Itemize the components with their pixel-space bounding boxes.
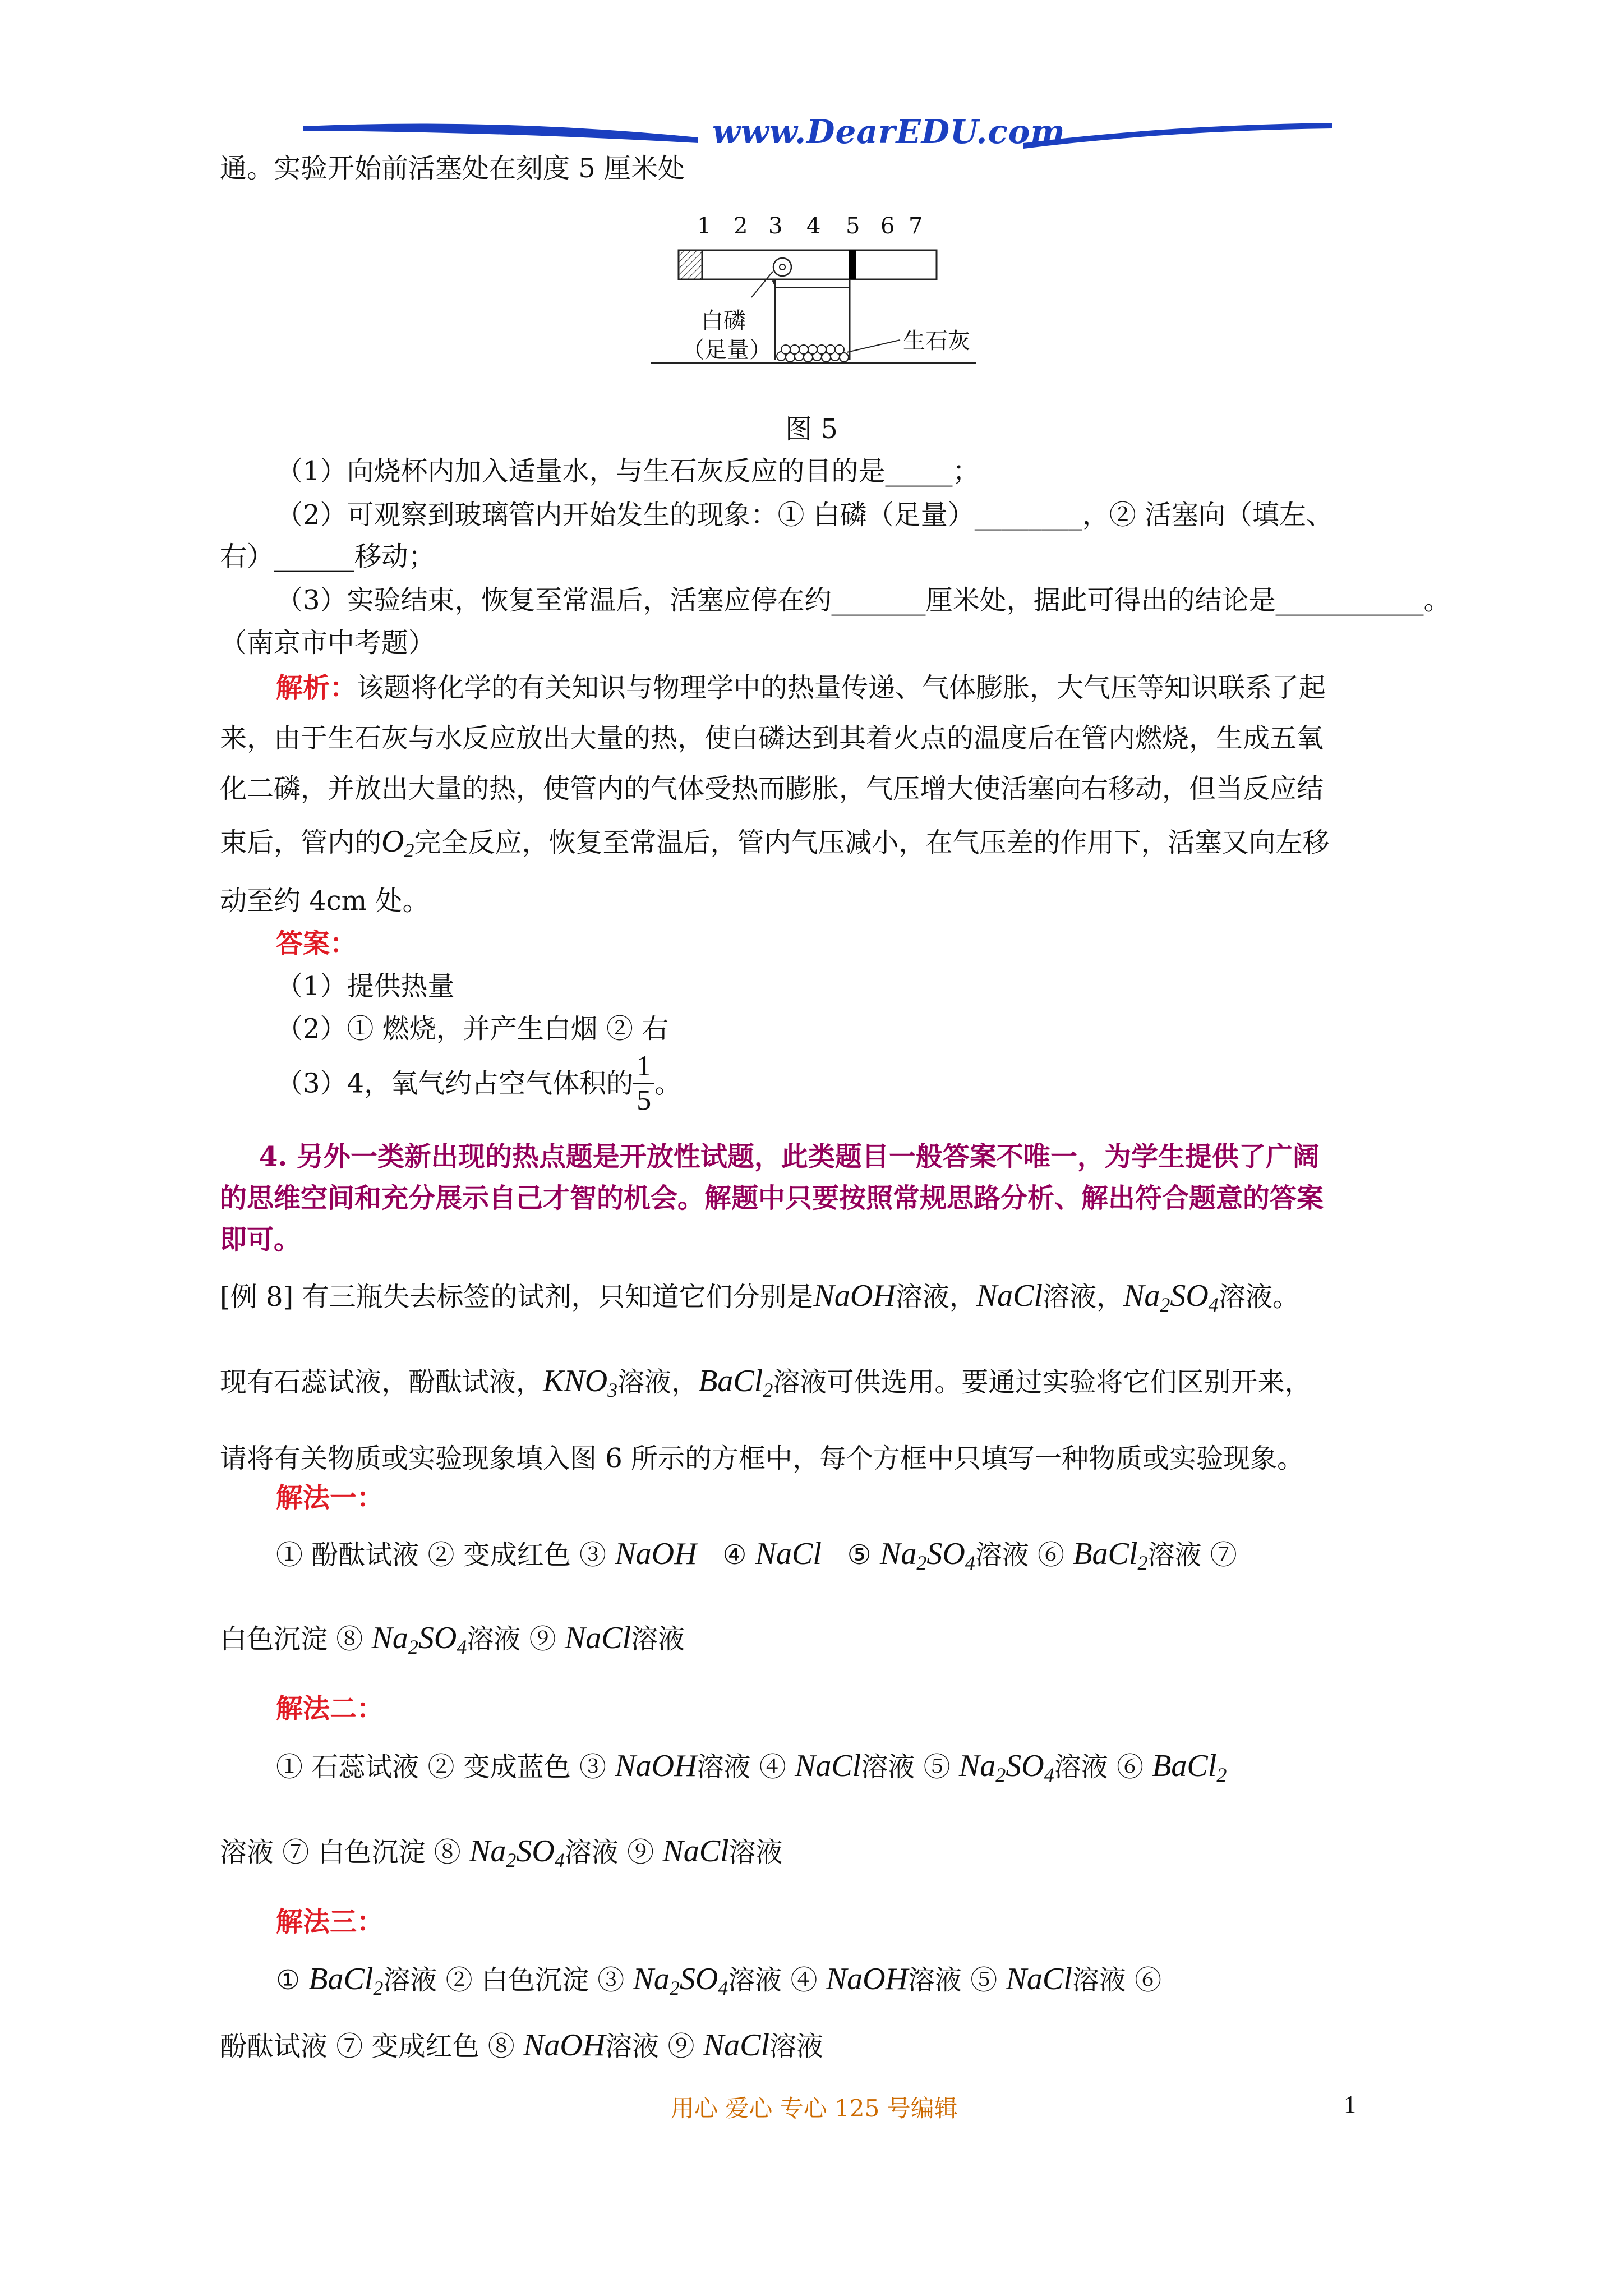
- method-2-label: 解法二：: [276, 1693, 384, 1724]
- question-2-line-1: （2）可观察到玻璃管内开始发生的现象：① 白磷（足量）________，② 活塞向（填左、: [276, 499, 1334, 531]
- swoosh-left-icon: [297, 115, 701, 154]
- apparatus-drawing: [645, 213, 981, 393]
- white-phosphorus: [773, 258, 791, 276]
- answer-label: 答案：: [276, 928, 357, 959]
- answer-text: 。: [654, 1068, 682, 1099]
- intro-line: 通。实验开始前活塞处在刻度 5 厘米处: [220, 153, 685, 184]
- method-3-line-1: ① BaCl$_2$溶液 ② 白色沉淀 ③ $Na_2SO_4$溶液 ④ NaOH溶液 ⑤ NaCl溶液 ⑥: [276, 1962, 1162, 1999]
- page-number: 1: [1344, 2091, 1356, 2118]
- analysis-line-2: 来，由于生石灰与水反应放出大量的热，使白磷达到其着火点的温度后在管内燃烧，生成五氧: [220, 723, 1324, 754]
- scale-label: 1: [697, 213, 712, 239]
- scale-label: 7: [909, 213, 923, 239]
- figure-5: [645, 213, 981, 393]
- analysis-label: 解析：: [276, 672, 357, 703]
- scale-label: 3: [768, 213, 783, 239]
- swoosh-right-icon: [1021, 115, 1335, 154]
- method-3-line-2: 酚酞试液 ⑦ 变成红色 ⑧ NaOH溶液 ⑨ NaCl溶液: [220, 2028, 824, 2063]
- label-quicklime: 生石灰: [903, 328, 970, 354]
- method-2-line-1: ① 石蕊试液 ② 变成蓝色 ③ NaOH溶液 ④ NaCl溶液 ⑤ $Na_2SO_4$溶液 ⑥ BaCl$_2$: [276, 1749, 1227, 1786]
- glass-tube: [679, 250, 937, 279]
- analysis-text: 束后，管内的: [220, 827, 382, 858]
- site-logo[interactable]: www.DearEDU.com: [712, 113, 1066, 151]
- label-white-phosphorus-amount: （足量）: [682, 337, 772, 363]
- answer-3: [276, 1050, 681, 1117]
- chem-o2: $O_2$: [381, 824, 414, 862]
- example-8-line-3: 请将有关物质或实验现象填入图 6 所示的方框中，每个方框中只填写一种物质或实验现象。: [220, 1443, 1304, 1474]
- answer-1: （1）提供热量: [276, 970, 455, 1002]
- question-2-line-2: 右）______移动；: [220, 541, 436, 572]
- footer-text: 用心 爱心 专心 125 号编辑: [671, 2095, 958, 2122]
- tube-stopper: [679, 250, 702, 279]
- question-3-line-1: （3）实验结束，恢复至常温后，活塞应停在约_______厘米处，据此可得出的结论是___________。: [276, 585, 1451, 616]
- point-4-line-3: 即可。: [220, 1224, 301, 1255]
- scale-label: 5: [846, 213, 860, 239]
- method-2-line-2: 溶液 ⑦ 白色沉淀 ⑧ $Na_2SO_4$溶液 ⑨ NaCl溶液: [220, 1834, 783, 1871]
- scale-label: 2: [734, 213, 748, 239]
- example-8-line-2: 现有石蕊试液，酚酞试液，$KNO_3$溶液，BaCl$_2$溶液可供选用。要通过实验将它们区别开来，: [220, 1364, 1312, 1401]
- point-4-line-1: 4. 另外一类新出现的热点题是开放性试题，此类题目一般答案不唯一，为学生提供了广阔: [259, 1141, 1320, 1172]
- analysis-text: 该题将化学的有关知识与物理学中的热量传递、气体膨胀，大气压等知识联系了起: [357, 672, 1326, 703]
- method-1-line-2: 白色沉淀 ⑧ $Na_2SO_4$溶液 ⑨ NaCl溶液: [220, 1621, 685, 1658]
- scale-label: 6: [880, 213, 895, 239]
- figure-caption: 图 5: [785, 413, 838, 445]
- scale-label: 4: [806, 213, 821, 239]
- analysis-line-3: 化二磷，并放出大量的热，使管内的气体受热而膨胀，气压增大使活塞向右移动，但当反应结: [220, 773, 1324, 804]
- method-1-label: 解法一：: [276, 1482, 384, 1513]
- piston: [849, 250, 856, 279]
- method-3-label: 解法三：: [276, 1906, 384, 1938]
- label-white-phosphorus: 白磷: [701, 308, 746, 334]
- method-1-line-1: ① 酚酞试液 ② 变成红色 ③ NaOH ④ NaCl ⑤ $Na_2SO_4$溶液 ⑥ BaCl$_2$溶液 ⑦: [276, 1536, 1237, 1574]
- question-3-source: （南京市中考题）: [220, 627, 436, 659]
- answer-text: （3）4，氧气约占空气体积的: [276, 1068, 634, 1099]
- analysis-text: 完全反应，恢复至常温后，管内气压减小，在气压差的作用下，活塞又向左移: [414, 827, 1330, 858]
- analysis-line-5: 动至约 4cm 处。: [220, 885, 430, 917]
- quicklime: [777, 345, 849, 362]
- answer-2: （2）① 燃烧，并产生白烟 ② 右: [276, 1013, 669, 1045]
- question-1: （1）向烧杯内加入适量水，与生石灰反应的目的是_____；: [276, 455, 980, 487]
- analysis-line-1: [276, 671, 1326, 705]
- fraction-one-fifth: $\frac{1}{5}$: [633, 1050, 654, 1117]
- analysis-line-4: [220, 824, 1330, 862]
- example-8-line-1: [例 8] 有三瓶失去标签的试剂，只知道它们分别是NaOH溶液，NaCl溶液，$Na_2SO_4$溶液。: [220, 1278, 1299, 1316]
- point-4-line-2: 的思维空间和充分展示自己才智的机会。解题中只要按照常规思路分析、解出符合题意的答案: [220, 1182, 1324, 1214]
